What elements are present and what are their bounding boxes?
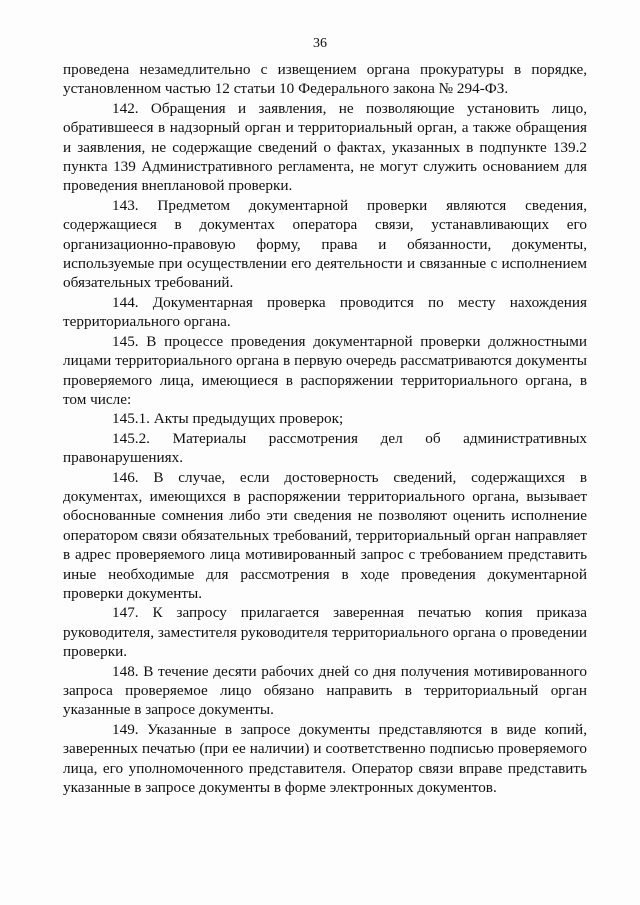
paragraph-145: 145. В процессе проведения документарной проверки должностными лицами территориального органа в первую очередь рассматриваются документы проверяемого лица, имеющиеся в распоряжении территориального органа, в том числе: [63, 332, 587, 408]
paragraph-149: 149. Указанные в запросе документы представляются в виде копий, заверенных печатью (при ее наличии) и соответственно подписью проверяемого лица, его уполномоченного представителя. Оператор связи вправе представить указанные в запросе документы в форме электронных документов. [63, 720, 587, 797]
paragraph-142: 142. Обращения и заявления, не позволяющие установить лицо, обратившееся в надзорный орган и территориальный орган, а также обращения и заявления, не содержащие сведений о фактах, указанных в подпункте 139.2 пункта 139 Административного регламента, не могут служить основанием для проведения внеплановой проверки. [63, 99, 587, 195]
paragraph-continuation: проведена незамедлительно с извещением органа прокуратуры в порядке, установленном частью 12 статьи 10 Федерального закона № 294-ФЗ. [63, 61, 587, 98]
paragraph-146: 146. В случае, если достоверность сведений, содержащихся в документах, имеющихся в распоряжении территориального органа, вызывает обоснованные сомнения либо эти сведения не позволяют оценить исполнение оператором связи обязательных требований, территориальный орган направляет в адрес проверяемого лица мотивированный запрос с требованием представить иные необходимые для рассмотрения в ходе проведения документарной проверки документы. [63, 468, 587, 602]
paragraph-145-1: 145.1. Акты предыдущих проверок; [112, 410, 344, 428]
paragraph-147: 147. К запросу прилагается заверенная печатью копия приказа руководителя, заместителя руководителя территориального органа о проведении проверки. [63, 604, 587, 661]
document-body [63, 60, 587, 797]
paragraph-144: 144. Документарная проверка проводится по месту нахождения территориального органа. [63, 293, 587, 331]
page-number: 36 [313, 36, 327, 51]
paragraph-148: 148. В течение десяти рабочих дней со дня получения мотивированного запроса проверяемое лицо обязано направить в территориальный орган указанные в запросе документы. [63, 662, 587, 719]
paragraph-145-2: 145.2. Материалы рассмотрения дел об административных правонарушениях. [63, 429, 587, 467]
paragraph-143: 143. Предметом документарной проверки являются сведения, содержащиеся в документах оператора связи, устанавливающих его организационно-правовую форму, права и обязанности, документы, используемые при осуществлении его деятельности и связанные с исполнением обязательных требований. [63, 196, 587, 292]
